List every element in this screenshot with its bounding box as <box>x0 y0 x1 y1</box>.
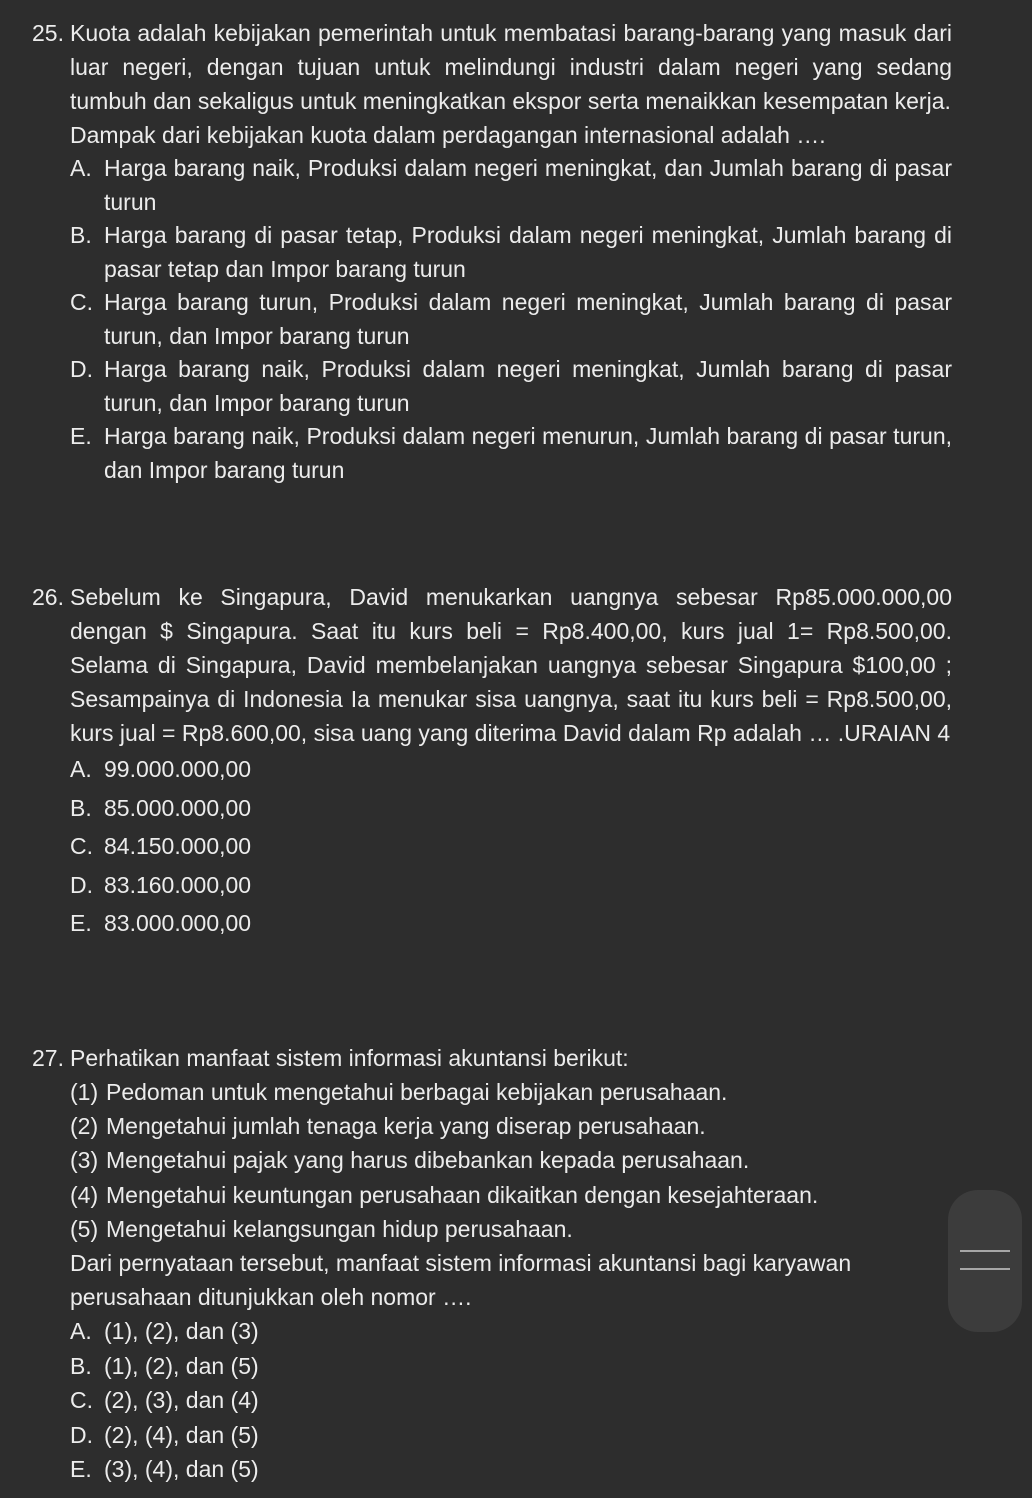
option-text: 83.160.000,00 <box>104 871 252 898</box>
option-text: Harga barang naik, Produksi dalam negeri meningkat, Jumlah barang di pasar turun, dan Impor barang turun <box>104 356 952 416</box>
option-letter: B. <box>70 1352 92 1379</box>
answer-options <box>70 1314 952 1487</box>
option-d[interactable] <box>70 353 952 420</box>
question-25 <box>32 16 952 487</box>
statement-number: (4) <box>70 1181 99 1208</box>
statement-number: (2) <box>70 1113 99 1140</box>
option-letter: E. <box>70 1456 92 1483</box>
option-e[interactable] <box>70 420 952 487</box>
option-e[interactable] <box>70 1452 952 1487</box>
answer-options <box>70 152 952 487</box>
option-text: 83.000.000,00 <box>104 910 252 936</box>
option-text: Harga barang di pasar tetap, Produksi dalam negeri meningkat, Jumlah barang di pasar tetap dan Impor barang turun <box>104 222 952 282</box>
option-text: (1), (2), dan (5) <box>104 1352 259 1379</box>
option-letter: C. <box>70 289 93 315</box>
option-d[interactable] <box>70 1418 952 1453</box>
option-b[interactable] <box>70 1349 952 1384</box>
option-letter: C. <box>70 833 93 859</box>
option-e[interactable] <box>70 904 952 943</box>
option-text: 84.150.000,00 <box>104 833 252 859</box>
option-text: 85.000.000,00 <box>104 794 252 821</box>
option-letter: E. <box>70 910 92 936</box>
statement-item <box>70 1143 952 1177</box>
option-b[interactable] <box>70 219 952 286</box>
question-number: 27. <box>32 1045 64 1071</box>
option-c[interactable] <box>70 1383 952 1418</box>
statement-text: Mengetahui pajak yang harus dibebankan kepada perusahaan. <box>106 1147 750 1174</box>
option-a[interactable] <box>70 750 952 789</box>
option-text: Harga barang naik, Produksi dalam negeri menurun, Jumlah barang di pasar turun, dan Impor barang turun <box>104 423 952 483</box>
statement-text: Pedoman untuk mengetahui berbagai kebijakan perusahaan. <box>106 1079 728 1105</box>
option-letter: E. <box>70 423 92 449</box>
question-paragraph: Kuota adalah kebijakan pemerintah untuk membatasi barang-barang yang masuk dari luar negeri, dengan tujuan untuk melindungi industri dalam negeri yang sedang tumbuh dan sekaligus untuk meningkatkan ekspor serta menaikkan kesempatan kerja. <box>70 20 952 114</box>
question-intro: Perhatikan manfaat sistem informasi akuntansi berikut: <box>70 1045 629 1071</box>
statement-list <box>70 1075 952 1246</box>
question-27 <box>32 1041 952 1487</box>
option-letter: D. <box>70 871 93 898</box>
answer-options <box>70 750 952 943</box>
option-text: (1), (2), dan (3) <box>104 1318 259 1345</box>
question-prompt: Dampak dari kebijakan kuota dalam perdagangan internasional adalah …. <box>70 122 826 148</box>
statement-item <box>70 1212 952 1246</box>
option-letter: A. <box>70 1318 92 1345</box>
statement-text: Mengetahui keuntungan perusahaan dikaitkan dengan kesejahteraan. <box>106 1181 819 1208</box>
question-prompt: Dari pernyataan tersebut, manfaat sistem informasi akuntansi bagi karyawan perusahaan ditunjukkan oleh nomor …. <box>70 1250 852 1311</box>
statement-text: Mengetahui kelangsungan hidup perusahaan. <box>106 1215 573 1242</box>
option-letter: D. <box>70 1421 93 1448</box>
option-text: (3), (4), dan (5) <box>104 1456 259 1483</box>
option-text: Harga barang turun, Produksi dalam negeri meningkat, Jumlah barang di pasar turun, dan Impor barang turun <box>104 289 952 349</box>
option-letter: B. <box>70 794 92 821</box>
option-c[interactable] <box>70 827 952 866</box>
option-b[interactable] <box>70 789 952 828</box>
question-number: 26. <box>32 584 64 610</box>
option-letter: A. <box>70 756 92 782</box>
option-a[interactable] <box>70 152 952 219</box>
option-text: Harga barang naik, Produksi dalam negeri meningkat, dan Jumlah barang di pasar turun <box>104 155 952 215</box>
option-letter: A. <box>70 155 92 181</box>
question-paragraph: Sebelum ke Singapura, David menukarkan uangnya sebesar Rp85.000.000,00 dengan $ Singapura. Saat itu kurs beli = Rp8.400,00, kurs jual 1= Rp8.500,00. Selama di Singapura, David membelanjakan uangnya sebesar Singapura $100,00 ; Sesampainya di Indonesia Ia menukar sisa uangnya, saat itu kurs beli = Rp8.500,00, kurs jual = Rp8.600,00, sisa uang yang diterima David dalam Rp adalah … .URAIAN 4 <box>70 584 952 746</box>
statement-item <box>70 1109 952 1143</box>
statement-text: Mengetahui jumlah tenaga kerja yang diserap perusahaan. <box>106 1113 706 1140</box>
option-c[interactable] <box>70 286 952 353</box>
statement-number: (1) <box>70 1079 99 1105</box>
option-letter: D. <box>70 356 93 382</box>
statement-item <box>70 1178 952 1212</box>
question-26 <box>32 580 952 943</box>
statement-number: (5) <box>70 1215 99 1242</box>
option-letter: B. <box>70 222 92 248</box>
option-text: (2), (4), dan (5) <box>104 1421 259 1448</box>
option-a[interactable] <box>70 1314 952 1349</box>
option-text: (2), (3), dan (4) <box>104 1387 259 1414</box>
question-number: 25. <box>32 20 64 46</box>
scroll-handle[interactable] <box>948 1190 1022 1332</box>
option-text: 99.000.000,00 <box>104 756 252 782</box>
statement-item <box>70 1075 952 1109</box>
option-letter: C. <box>70 1387 93 1414</box>
option-d[interactable] <box>70 866 952 905</box>
statement-number: (3) <box>70 1147 99 1174</box>
